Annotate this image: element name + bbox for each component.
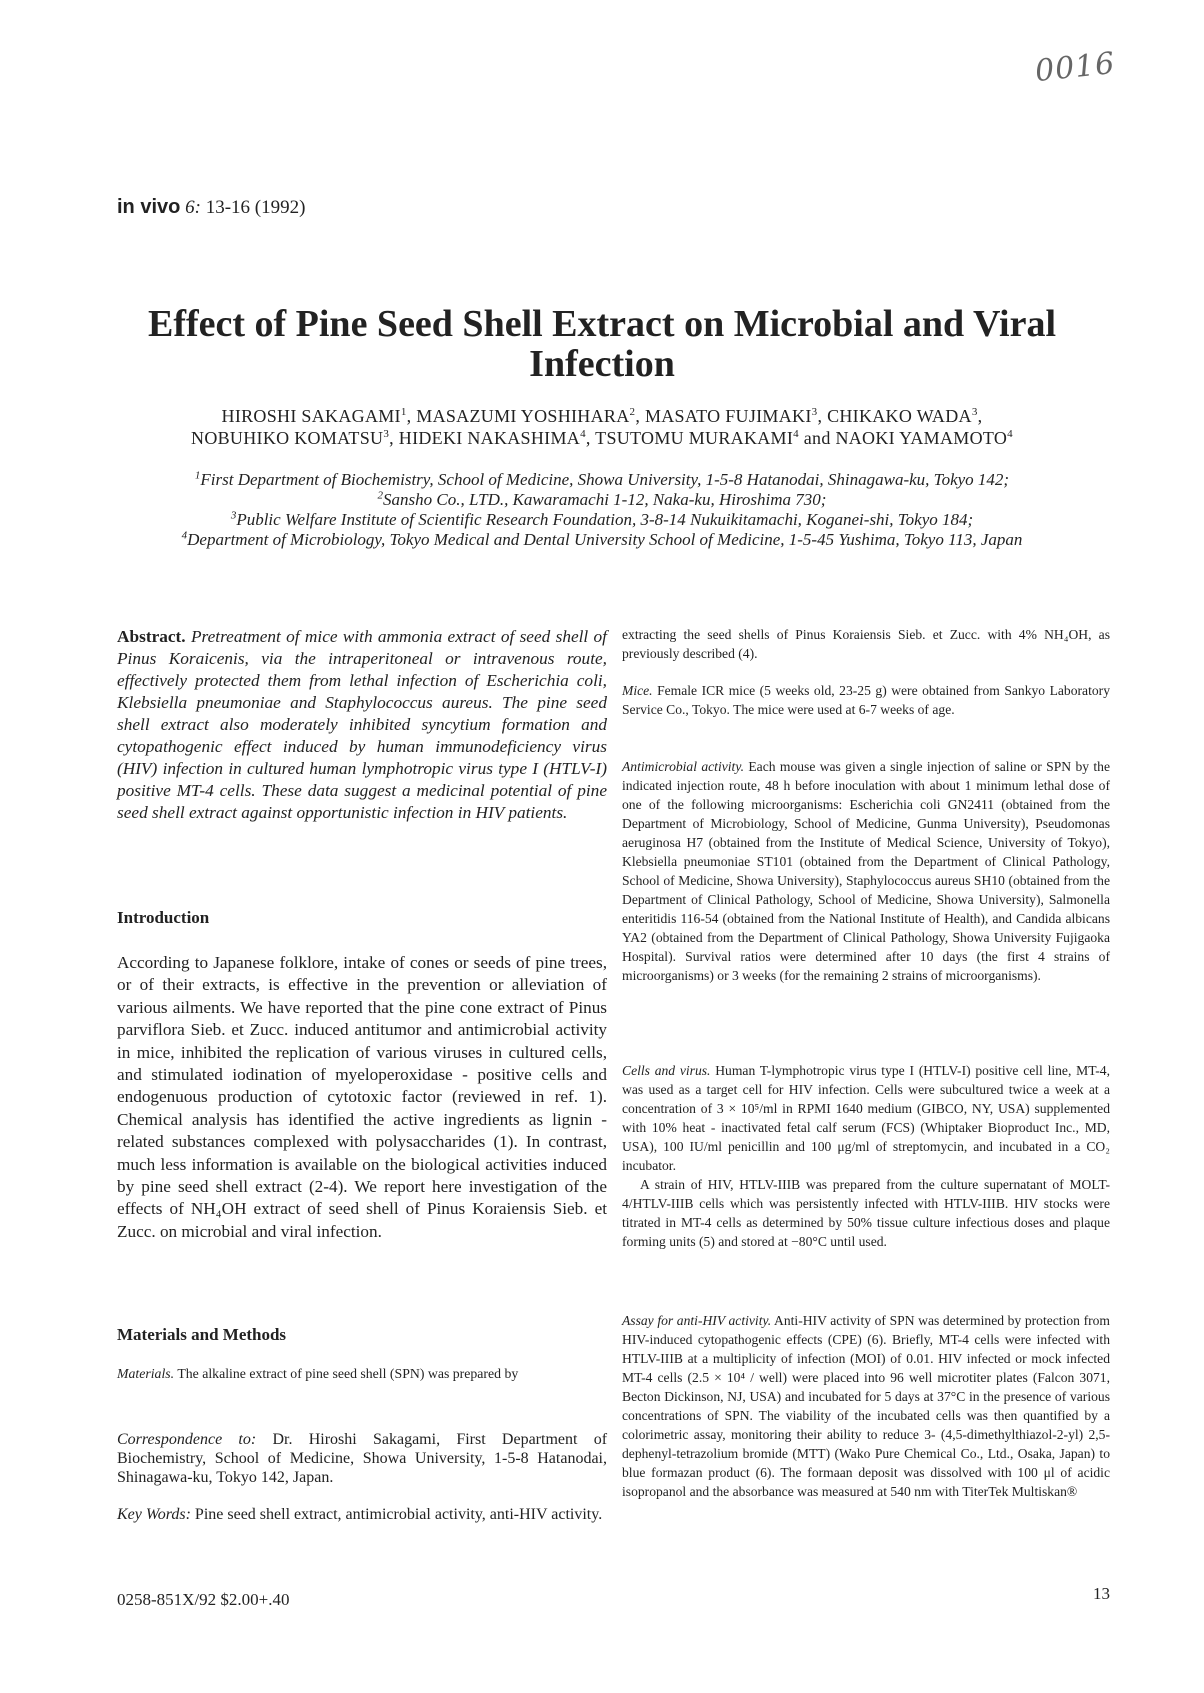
materials-label: Materials. <box>117 1366 175 1381</box>
antimicrobial-paragraph <box>622 757 1110 985</box>
abstract-text: Pretreatment of mice with ammonia extract of seed shell of Pinus Koraicenis, via the intraperitoneal or intravenous route, effectively protected them from lethal infection of Escherichia coli, Klebsiella pneumoniae and Staphylococcus aureus. The pine seed shell extract also moderately inhibited syncytium formation and cytopathogenic effect induced by human immunodeficiency virus (HIV) infection in cultured human lymphotropic virus type I (HTLV-I) positive MT-4 cells. These data suggest a medicinal potential of pine seed shell extract against opportunistic infection in HIV patients. <box>117 627 607 822</box>
journal-volume: 6: <box>185 197 201 218</box>
hiv-strain-paragraph: A strain of HIV, HTLV-IIIB was prepared from the culture supernatant of MOLT-4/HTLV-IIIB cells which was persistently infected with HTLV-IIIB. HIV stocks were titrated in MT-4 cells as determined by 50% tissue culture infectious doses and plaque forming units (5) and stored at −80°C until used. <box>622 1177 1110 1249</box>
materials-continuation: extracting the seed shells of Pinus Koraiensis Sieb. et Zucc. with 4% NH₄OH, as previously described (4). <box>622 627 1110 661</box>
mice-text: Female ICR mice (5 weeks old, 23-25 g) were obtained from Sankyo Laboratory Service Co., Tokyo. The mice were used at 6-7 weeks of age. <box>622 683 1110 717</box>
affiliation-4: $^4$Department of Microbiology, Tokyo Medical and Dental University School of Medicine, 1-5-45 Yushima, Tokyo 113, Japan <box>181 529 1023 549</box>
paper-title: Effect of Pine Seed Shell Extract on Microbial and Viral Infection <box>147 303 1057 385</box>
affiliation-3: $^3$Public Welfare Institute of Scientific Research Foundation, 3-8-14 Nukuikitamachi, Koganei-shi, Tokyo 184; <box>230 509 974 529</box>
keywords-label: Key Words: <box>117 1506 191 1523</box>
author-affiliation-mark: 4 <box>1007 428 1013 440</box>
mice-label: Mice. <box>622 683 653 698</box>
introduction-text: According to Japanese folklore, intake of cones or seeds of pine trees, or of their extracts, is effective in the prevention or alleviation of various ailments. We have reported that the pine cone extract of Pinus parviflora Sieb. et Zucc. induced antitumor and antimicrobial activity in mice, inhibited the replication of various viruses in cultured cells, and stimulated iodination of myeloperoxidase - positive cells and endogenuous production of cytotoxic factor (reviewed in ref. 1). Chemical analysis has identified the active ingredients as lignin - related substances complexed with polysaccharides (1). In contrast, much less information is available on the biological activities induced by pine seed shell extract (2-4). We report here investigation of the effects of NH₄OH extract of seed shell of Pinus Koraiensis Sieb. et Zucc. on microbial and viral infection. <box>117 953 607 1241</box>
author-line-1: HIROSHI SAKAGAMI$^1$, MASAZUMI YOSHIHARA$^2$, MASATO FUJIMAKI$^3$, CHIKAKO WADA$^3$, <box>221 406 983 426</box>
journal-citation <box>117 196 305 219</box>
assay-paragraph <box>622 1311 1110 1501</box>
author-affiliation-mark: 3 <box>811 406 818 418</box>
cells-paragraph <box>622 1061 1110 1175</box>
author-name: NOBUHIKO KOMATSU <box>191 428 384 448</box>
affiliation-2: $^2$Sansho Co., LTD., Kawaramachi 1-12, Naka-ku, Hiroshima 730; <box>377 489 827 509</box>
correspondence-label: Correspondence to: <box>117 1431 257 1448</box>
materials-text: The alkaline extract of pine seed shell (SPN) was prepared by <box>177 1366 519 1381</box>
cells-text: Human T-lymphotropic virus type I (HTLV-I) positive cell line, MT-4, was used as a target cell for HIV infection. Cells were subcultured twice a week at a concentration of 3 × 10⁵/ml in RPMI 1640 medium (GIBCO, NY, USA) supplemented with 10% heat - inactivated fetal calf serum (FCS) (Whiptaker Bioproduct Inc., MD, USA), 100 IU/ml penicillin and 100 μg/ml of streptomycin, and incubated in a CO₂ incubator. <box>622 1063 1110 1173</box>
author-affiliation-mark: 4 <box>580 428 586 440</box>
methods-heading: Materials and Methods <box>117 1325 287 1344</box>
assay-label: Assay for anti-HIV activity. <box>622 1313 772 1328</box>
author-name: HIROSHI SAKAGAMI <box>221 406 401 426</box>
antimicrobial-text: Each mouse was given a single injection of saline or SPN by the indicated injection route, 48 h before inoculation with about 1 minimum lethal dose of one of the following microorganisms: Escherichia coli GN2411 (obtained from the Department of Microbiology, School of Medicine, Gunma University), Pseudomonas aeruginosa H7 (obtained from the Institute of Medical Science, University of Tokyo), Klebsiella pneumoniae ST101 (obtained from the Department of Clinical Pathology, School of Medicine, Showa University), Staphylococcus aureus SH10 (obtained from the Department of Clinical Pathology, School of Medicine, Showa University), Salmonella enteritidis 116-54 (obtained from the National Institute of Health), and Candida albicans YA2 (obtained from the Department of Clinical Pathology, Showa University Fujigaoka Hospital). Survival ratios were determined after 10 days (the first 4 strains of microorganisms) or 3 weeks (for the remaining 2 strains of microorganisms). <box>622 759 1110 983</box>
materials-paragraph <box>117 1364 607 1383</box>
author-affiliation-mark: 1 <box>400 406 407 418</box>
keywords <box>117 1505 607 1524</box>
author-affiliation-mark: 3 <box>383 428 390 440</box>
abstract <box>117 626 607 824</box>
introduction-heading: Introduction <box>117 908 210 927</box>
author-name: CHIKAKO WADA <box>827 406 972 426</box>
correspondence-text: Dr. Hiroshi Sakagami, First Department of Biochemistry, School of Medicine, Showa University, 1-5-8 Hatanodai, Shinagawa-ku, Tokyo 142, Japan. <box>117 1431 608 1486</box>
author-affiliation-mark: 3 <box>971 406 978 418</box>
price-code: 0258-851X/92 $2.00+.40 <box>117 1590 290 1609</box>
author-name: NAOKI YAMAMOTO <box>835 428 1008 448</box>
author-name: MASATO FUJIMAKI <box>644 406 812 426</box>
mice-paragraph <box>622 681 1110 719</box>
assay-text: Anti-HIV activity of SPN was determined by protection from HIV-induced cytopathogenic effects (CPE) (6). Briefly, MT-4 cells were infected with HTLV-IIIB at a multiplicity of infection (MOI) of 0.01. HIV infected or mock infected MT-4 cells (2.5 × 10⁴ / well) were placed into 96 well microtiter plates (Falcon 3071, Becton Dickinson, NJ, USA) and incubated for 5 days at 37°C in the presence of various concentrations of SPN. The viability of the incubated cells was then quantified by a colorimetric assay, monitoring their ability to reduce 3- (4,5-dimethylthiazol-2-yl) 2,5-dephenyl-tetrazolium bromide (MTT) (Wako Pure Chemical Co., Ltd., Osaka, Japan) to blue formazan product (6). The formaan deposit was dissolved with 100 μl of acidic isopropanol and the absorbance was measured at 540 nm with TiterTek Multiskan® <box>622 1313 1110 1499</box>
journal-name: in vivo <box>117 196 181 218</box>
page-number: 13 <box>1093 1584 1110 1603</box>
affiliation-1: $^1$First Department of Biochemistry, School of Medicine, Showa University, 1-5-8 Hatanodai, Shinagawa-ku, Tokyo 142; <box>194 469 1010 489</box>
author-name: TSUTOMU MURAKAMI <box>595 428 794 448</box>
correspondence <box>117 1430 607 1487</box>
author-line-2: NOBUHIKO KOMATSU$^3$, HIDEKI NAKASHIMA$^4$, TSUTOMU MURAKAMI$^4$ and NAOKI YAMAMOTO$^4$ <box>191 428 1013 448</box>
journal-pages: 13-16 (1992) <box>205 197 306 218</box>
cells-virus-section <box>622 1061 1110 1251</box>
antimicrobial-label: Antimicrobial activity. <box>622 759 745 774</box>
keywords-text: Pine seed shell extract, antimicrobial activity, anti-HIV activity. <box>194 1506 603 1523</box>
handwritten-mark: 0016 <box>1033 45 1117 90</box>
affiliations <box>100 470 1104 550</box>
author-affiliation-mark: 2 <box>629 406 636 418</box>
author-name: HIDEKI NAKASHIMA <box>398 428 581 448</box>
author-list <box>100 405 1104 449</box>
abstract-label: Abstract. <box>117 627 186 646</box>
cells-label: Cells and virus. <box>622 1063 711 1078</box>
author-affiliation-mark: 4 <box>793 428 799 440</box>
author-name: MASAZUMI YOSHIHARA <box>416 406 630 426</box>
